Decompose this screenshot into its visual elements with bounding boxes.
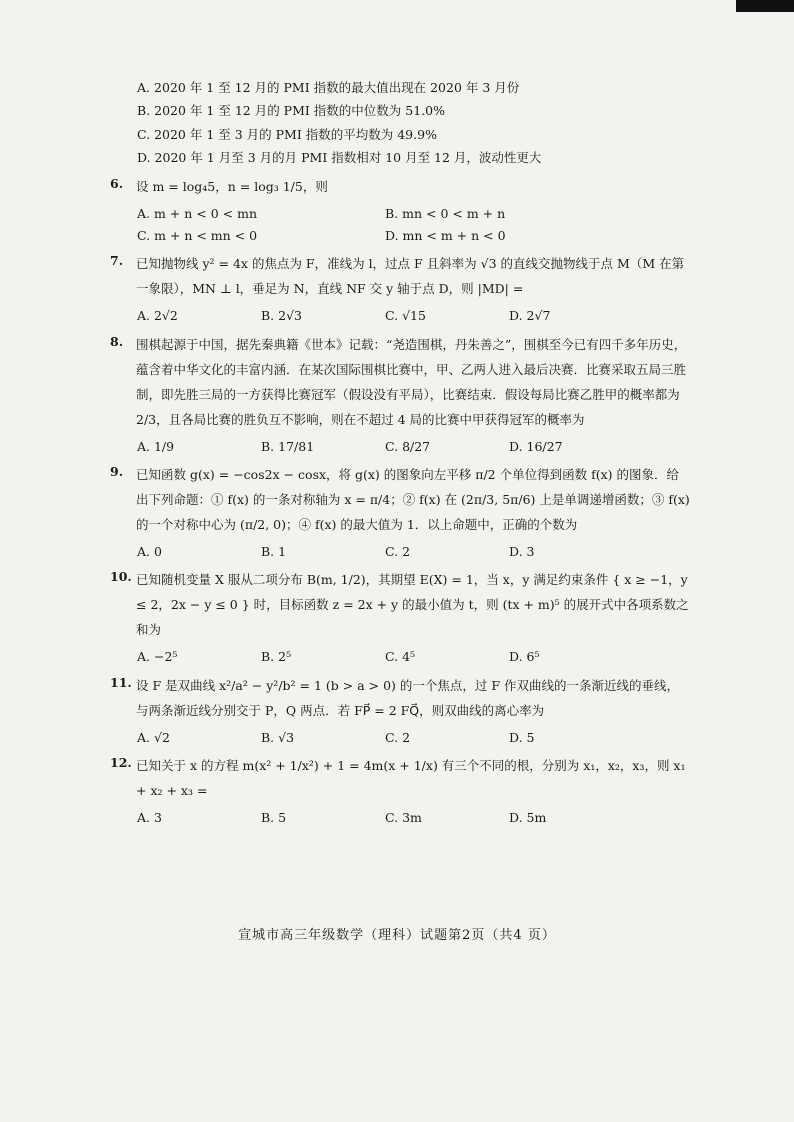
option-a: A. 2√2 bbox=[137, 308, 178, 324]
question-stem: 已知函数 g(x) = −cos2x − cosx，将 g(x) 的图象向左平移 π/2 个单位得到函数 f(x) 的图象．给出下列命题：① f(x) 的一条对称轴为 x = π/4；② f(x) 在 (2π/3, 5π/6) 上是单调递增函数；③ f(x) 的一个对称中心为 (π/2, 0)；④ f(x) 的最大值为 1．以上命题中，正确的个数为 bbox=[136, 467, 690, 532]
option-b: B. 2⁵ bbox=[261, 649, 292, 665]
option-c: C. 4⁵ bbox=[385, 649, 416, 665]
option-a: A. 0 bbox=[137, 544, 162, 559]
question-stem: 设 m = log₄5，n = log₃ 1/5，则 bbox=[136, 178, 328, 194]
option-a: A. 1/9 bbox=[137, 438, 175, 454]
option-d: D. 5m bbox=[509, 810, 547, 826]
scan-corner-mark bbox=[736, 0, 794, 12]
question-number: 12. bbox=[110, 755, 132, 771]
question-8 bbox=[110, 332, 690, 456]
question-11 bbox=[110, 673, 690, 747]
carry-option-a: A. 2020 年 1 至 12 月的 PMI 指数的最大值出现在 2020 年 3 月份 bbox=[137, 80, 520, 95]
option-c: C. 3m bbox=[385, 810, 422, 826]
option-a: A. m + n < 0 < mn bbox=[137, 205, 257, 221]
option-b: B. 5 bbox=[261, 810, 287, 826]
option-c: C. √15 bbox=[385, 308, 426, 324]
question-number: 10. bbox=[110, 569, 132, 585]
carry-option-c: C. 2020 年 1 至 3 月的 PMI 指数的平均数为 49.9% bbox=[137, 126, 437, 142]
question-stem: 已知抛物线 y² = 4x 的焦点为 F，准线为 l，过点 F 且斜率为 √3 的直线交抛物线于点 M（M 在第一象限），MN ⊥ l，垂足为 N，直线 NF 交 y 轴于点 D，则 |MD| = bbox=[136, 256, 685, 297]
option-d: D. 5 bbox=[509, 729, 535, 745]
question-number: 6. bbox=[110, 175, 124, 191]
option-a: A. 3 bbox=[137, 810, 162, 826]
option-c: C. 8/27 bbox=[385, 438, 431, 454]
option-d: D. 2√7 bbox=[509, 308, 551, 324]
option-c: C. 2 bbox=[385, 729, 411, 745]
option-list bbox=[137, 437, 690, 456]
option-a: A. √2 bbox=[137, 729, 170, 745]
question-12 bbox=[110, 753, 690, 827]
option-d: D. 3 bbox=[509, 544, 535, 559]
option-d: D. 6⁵ bbox=[509, 649, 540, 665]
option-b: B. √3 bbox=[261, 729, 295, 745]
question-stem: 已知随机变量 X 服从二项分布 B(m, 1/2)，其期望 E(X) = 1，当 x，y 满足约束条件 { x ≥ −1，y ≤ 2，2x − y ≤ 0 } 时，目标函数 z = 2x + y 的最小值为 t，则 (tx + m)⁵ 的展开式中各项系数之和为 bbox=[136, 572, 689, 638]
question-content bbox=[110, 78, 690, 830]
option-c: C. 2 bbox=[385, 544, 411, 559]
option-c: C. m + n < mn < 0 bbox=[137, 227, 258, 243]
carry-over-options bbox=[110, 78, 690, 168]
question-number: 8. bbox=[110, 333, 124, 349]
question-stem: 设 F 是双曲线 x²/a² − y²/b² = 1 (b > a > 0) 的一个焦点，过 F 作双曲线的一条渐近线的垂线，与两条渐近线分别交于 P，Q 两点．若 FP⃗ = 2 FQ⃗，则双曲线的离心率为 bbox=[136, 677, 679, 718]
option-b: B. 17/81 bbox=[261, 438, 315, 454]
option-d: D. 16/27 bbox=[509, 438, 563, 454]
question-10 bbox=[110, 567, 690, 666]
option-list bbox=[137, 728, 690, 747]
question-number: 7. bbox=[110, 253, 124, 269]
question-6 bbox=[110, 174, 690, 246]
option-b: B. mn < 0 < m + n bbox=[385, 205, 506, 221]
page-footer: 宣城市高三年级数学（理科）试题第2页（共4 页） bbox=[238, 928, 556, 943]
question-7 bbox=[110, 251, 690, 325]
carry-option-b: B. 2020 年 1 至 12 月的 PMI 指数的中位数为 51.0% bbox=[137, 103, 445, 119]
option-list bbox=[137, 808, 690, 827]
option-list bbox=[137, 647, 690, 666]
question-stem: 已知关于 x 的方程 m(x² + 1/x²) + 1 = 4m(x + 1/x) 有三个不同的根，分别为 x₁，x₂，x₃，则 x₁ + x₂ + x₃ = bbox=[136, 758, 686, 799]
carry-option-d: D. 2020 年 1 月至 3 月的月 PMI 指数相对 10 月至 12 月，波动性更大 bbox=[137, 150, 542, 166]
question-number: 9. bbox=[110, 464, 124, 479]
question-number: 11. bbox=[110, 674, 132, 690]
option-list bbox=[137, 204, 690, 246]
option-b: B. 2√3 bbox=[261, 308, 303, 324]
option-a: A. −2⁵ bbox=[137, 649, 178, 665]
question-stem: 围棋起源于中国，据先秦典籍《世本》记载：“尧造围棋，丹朱善之”，围棋至今已有四千多年历史，蕴含着中华文化的丰富内涵．在某次国际围棋比赛中，甲、乙两人进入最后决赛．比赛采取五局三胜制，即先胜三局的一方获得比赛冠军（假设没有平局），比赛结束．假设每局比赛乙胜甲的概率都为 2/3，且各局比赛的胜负互不影响，则在不超过 4 局的比赛中甲获得冠军的概率为 bbox=[136, 336, 687, 427]
option-d: D. mn < m + n < 0 bbox=[385, 227, 506, 243]
option-list bbox=[137, 306, 690, 325]
option-list bbox=[137, 542, 690, 561]
question-9 bbox=[110, 462, 690, 561]
option-b: B. 1 bbox=[261, 544, 287, 559]
